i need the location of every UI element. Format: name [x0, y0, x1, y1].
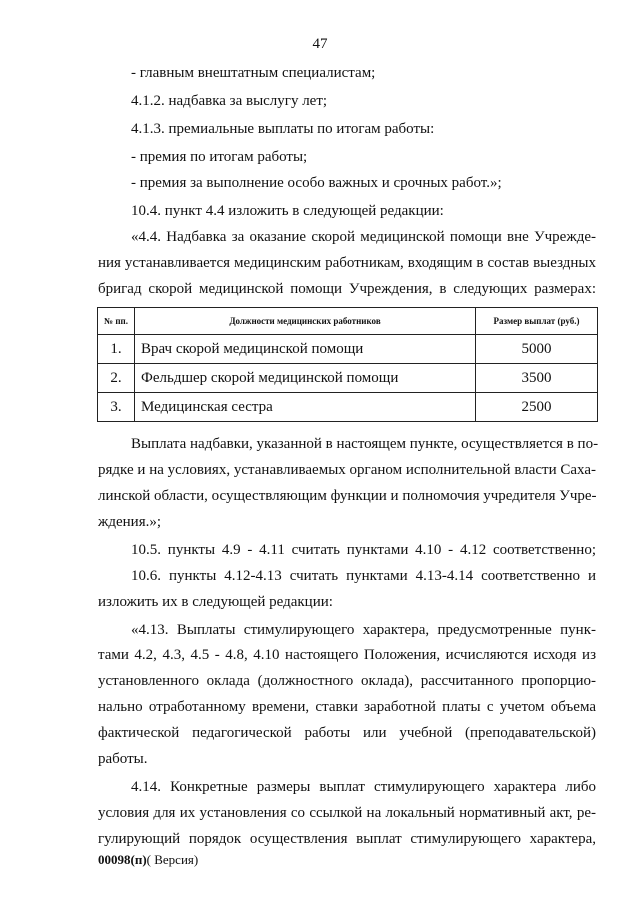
text-line: ждения.»; [98, 514, 162, 530]
document-code: 00098(п) [98, 852, 147, 867]
text-line: 4.1.3. премиальные выплаты по итогам работы: [131, 121, 435, 137]
table-row [98, 364, 598, 393]
table-header-row [98, 308, 598, 335]
text-line: рядке и на условиях, устанавливаемых органом исполнительной власти Саха- [98, 462, 596, 478]
row-position: Врач скорой медицинской помощи [135, 335, 476, 364]
table-row [98, 393, 598, 422]
text-line: «4.13. Выплаты стимулирующего характера, предусмотренные пунк- [131, 622, 596, 638]
row-amount: 5000 [476, 335, 598, 364]
page-number: 47 [312, 36, 328, 52]
text-line: «4.4. Надбавка за оказание скорой медицинской помощи вне Учрежде- [131, 229, 596, 245]
text-line: установленного оклада (должностного оклада), рассчитанного пропорцио- [98, 673, 596, 689]
table-header-number: № пп. [98, 308, 135, 335]
text-line: 4.1.2. надбавка за выслугу лет; [131, 93, 328, 109]
text-line: 10.6. пункты 4.12-4.13 считать пунктами 4.13-4.14 соответственно и [131, 568, 596, 584]
text-line: - премия за выполнение особо важных и срочных работ.»; [131, 175, 502, 191]
table-row [98, 335, 598, 364]
text-line: Выплата надбавки, указанной в настоящем пункте, осуществляется в по- [131, 436, 599, 452]
text-line: условия для их установления со ссылкой на локальный нормативный акт, ре- [98, 805, 596, 821]
row-position: Медицинская сестра [135, 393, 476, 422]
text-line: гулирующий порядок осуществления выплат стимулирующего характера, [98, 831, 596, 847]
text-line: изложить их в следующей редакции: [98, 594, 333, 610]
text-line: фактической педагогической работы или учебной (преподавательской) [98, 725, 596, 741]
text-line: линской области, осуществляющим функции и полномочия учредителя Учре- [98, 488, 597, 504]
row-position: Фельдшер скорой медицинской помощи [135, 364, 476, 393]
text-line: ния устанавливается медицинским работникам, входящим в состав выездных [98, 255, 596, 271]
text-line: - главным внештатным специалистам; [131, 65, 376, 81]
text-line: 10.5. пункты 4.9 - 4.11 считать пунктами 4.10 - 4.12 соответственно; [131, 542, 596, 558]
text-line: - премия по итогам работы; [131, 149, 308, 165]
text-line: 4.14. Конкретные размеры выплат стимулирующего характера либо [131, 779, 596, 795]
row-amount: 2500 [476, 393, 598, 422]
row-number: 1. [98, 335, 135, 364]
text-line: бригад скорой медицинской помощи Учреждения, в следующих размерах: [98, 281, 596, 297]
row-number: 3. [98, 393, 135, 422]
document-version: ( Версия) [146, 852, 199, 867]
table-header-position: Должности медицинских работников [135, 308, 476, 335]
row-number: 2. [98, 364, 135, 393]
text-line: тами 4.2, 4.3, 4.5 - 4.8, 4.10 настоящего Положения, исчисляются исходя из [98, 647, 596, 663]
table-header-amount: Размер выплат (руб.) [476, 308, 598, 335]
row-amount: 3500 [476, 364, 598, 393]
text-line: нально отработанному времени, ставки заработной платы с учетом объема [98, 699, 596, 715]
payments-table [97, 307, 598, 422]
text-line: работы. [98, 751, 148, 767]
document-footer [98, 852, 198, 868]
text-line: 10.4. пункт 4.4 изложить в следующей редакции: [131, 203, 444, 219]
